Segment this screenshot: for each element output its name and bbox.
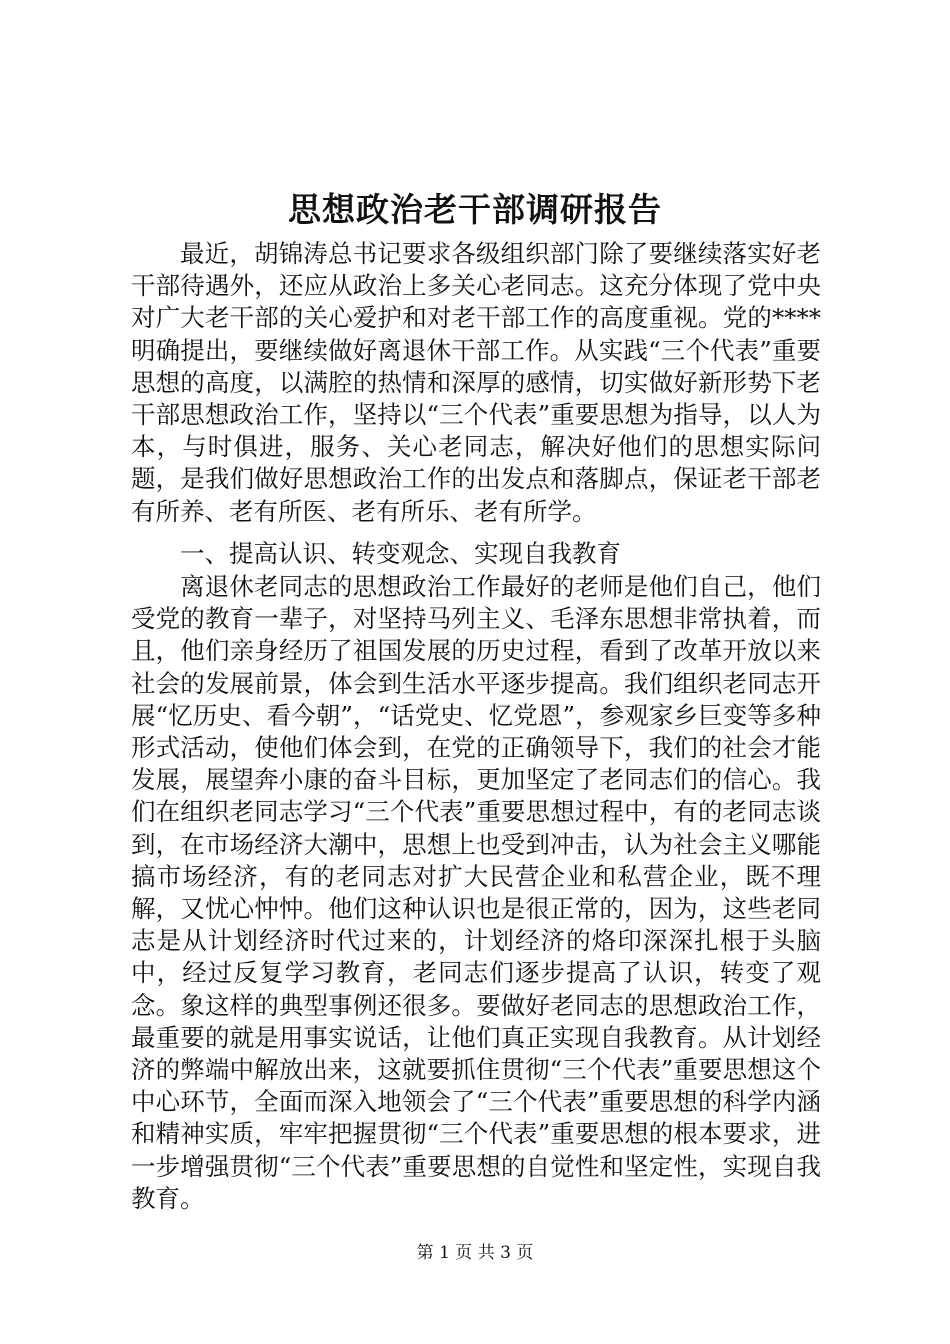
section-1-paragraph: 离退休老同志的思想政治工作最好的老师是他们自己，他们受党的教育一辈子，对坚持马列主义、毛泽东思想非常执着，而且，他们亲身经历了祖国发展的历史过程，看到了改革开放以来社会的发展前景，体会到生活水平逐步提高。我们组织老同志开展“忆历史、看今朝”，“话党史、忆党恩”，参观家乡巨变等多种形式活动，使他们体会到，在党的正确领导下，我们的社会才能发展，展望奔小康的奋斗目标，更加坚定了老同志们的信心。我们在组织老同志学习“三个代表”重要思想过程中，有的老同志谈到，在市场经济大潮中，思想上也受到冲击，认为社会主义哪能搞市场经济，有的老同志对扩大民营企业和私营企业，既不理解，又忧心忡忡。他们这种认识也是很正常的，因为，这些老同志是从计划经济时代过来的，计划经济的烙印深深扎根于头脑中，经过反复学习教育，老同志们逐步提高了认识，转变了观念。象这样的典型事例还很多。要做好老同志的思想政治工作，最重要的就是用事实说话，让他们真正实现自我教育。从计划经济的弊端中解放出来，这就要抓住贯彻“三个代表”重要思想这个中心环节，全面而深入地领会了“三个代表”重要思想的科学内涵和精神实质，牢牢把握贯彻“三个代表”重要思想的根本要求，进一步增强贯彻“三个代表”重要思想的自觉性和坚定性，实现自我教育。 [131,572,821,1213]
intro-paragraph: 最近，胡锦涛总书记要求各级组织部门除了要继续落实好老干部待遇外，还应从政治上多关心老同志。这充分体现了党中央对广大老干部的关心爱护和对老干部工作的高度重视。党的****明确提出，要继续做好离退休干部工作。从实践“三个代表”重要思想的高度，以满腔的热情和深厚的感情，切实做好新形势下老干部思想政治工作，坚持以“三个代表”重要思想为指导，以人为本，与时俱进，服务、关心老同志，解决好他们的思想实际问题，是我们做好思想政治工作的出发点和落脚点，保证老干部老有所养、老有所医、老有所乐、老有所学。 [131,239,821,526]
intro-block [131,238,821,528]
document-title: 思想政治老干部调研报告 [288,190,662,229]
section-1-block [131,571,821,1215]
page-number-footer: 第 1 页 共 3 页 [416,1243,534,1263]
section-heading: 一、提高认识、转变观念、实现自我教育 [180,539,621,568]
